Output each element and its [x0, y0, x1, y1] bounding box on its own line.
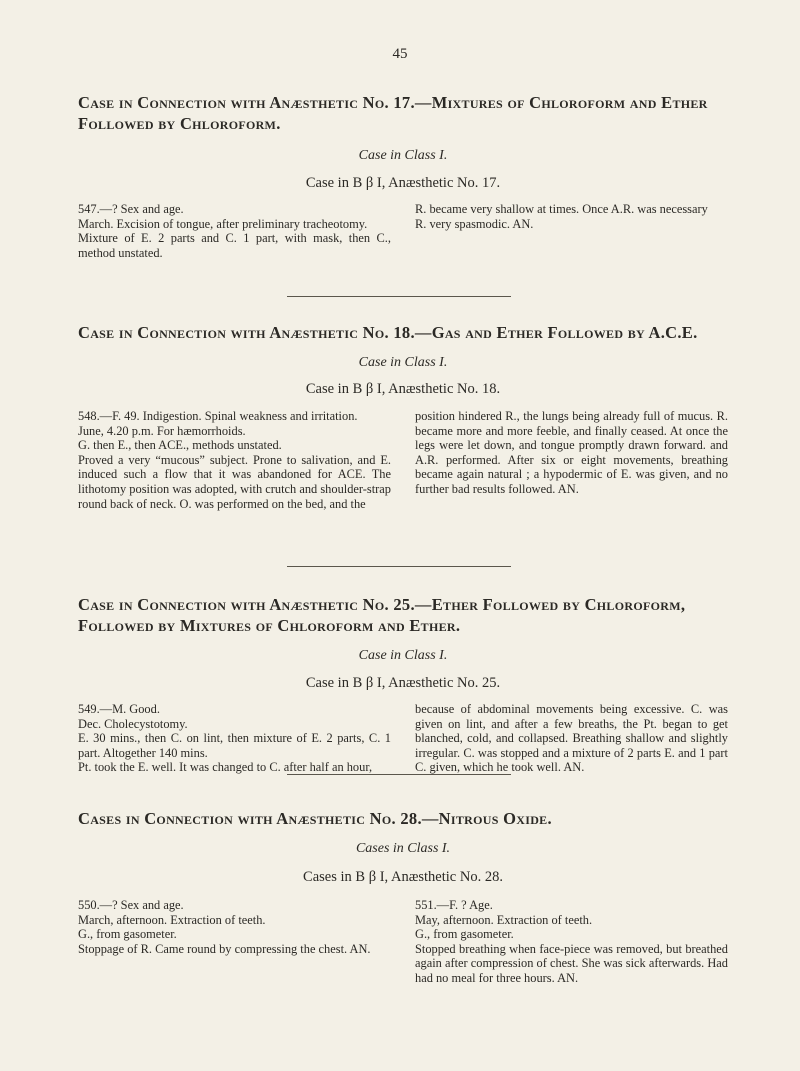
heading-line: Case in Connection with Anæsthetic No. 17.—Mixtures of Chloroform and Ether — [78, 93, 708, 112]
left-column — [78, 702, 391, 775]
two-column-body — [78, 202, 728, 260]
heading-line: Cases in Connection with Anæsthetic No. 28.—Nitrous Oxide. — [78, 809, 552, 828]
paragraph: R. became very shallow at times. Once A.R. was necessary — [415, 202, 708, 216]
paragraph: June, 4.20 p.m. For hæmorrhoids. — [78, 423, 246, 438]
paragraph: Dec. Cholecystotomy. — [78, 716, 188, 731]
case-section-28 — [78, 808, 728, 986]
right-column — [415, 898, 728, 986]
heading-line: Case in Connection with Anæsthetic No. 18.—Gas and Ether Followed by A.C.E. — [78, 323, 698, 342]
class-line: Cases in Class I. — [355, 841, 451, 856]
paragraph: 551.—F. ? Age. — [415, 898, 493, 912]
paragraph: G., from gasometer. — [78, 927, 177, 942]
sub-line: Case in B β I, Anæsthetic No. 25. — [305, 675, 501, 691]
paragraph: March, afternoon. Extraction of teeth. — [78, 912, 266, 927]
section-divider — [287, 566, 511, 567]
class-line: Case in Class I. — [358, 148, 448, 163]
paragraph: Pt. took the E. well. It was changed to C. after half an hour, — [78, 760, 373, 775]
section-heading — [78, 808, 728, 829]
left-column — [78, 202, 391, 260]
heading-line: Followed by Chloroform. — [78, 114, 281, 133]
section-divider — [287, 296, 511, 297]
heading-line: Case in Connection with Anæsthetic No. 25.—Ether Followed by Chloroform, — [78, 595, 686, 614]
left-column — [78, 409, 391, 511]
page-number: 45 — [392, 46, 408, 62]
two-column-body — [78, 409, 728, 511]
paragraph: May, afternoon. Extraction of teeth. — [415, 912, 593, 927]
class-line: Case in Class I. — [358, 355, 448, 370]
paragraph: position hindered R., the lungs being already full of mucus. R. became more and more feeble, and finally ceased. At once the legs were let down, and tongue promptly drawn forward. and A.R. performed. After six or eight movements, breathing became again natural ; a hypodermic of E. was given, and no further bad results followed. AN. — [415, 409, 728, 496]
paragraph: R. very spasmodic. AN. — [415, 216, 534, 231]
paragraph: 549.—M. Good. — [78, 702, 160, 716]
right-column — [415, 202, 728, 260]
paragraph: because of abdominal movements being excessive. C. was given on lint, and after a few breaths, the Pt. began to get blanched, cold, and collapsed. Breathing shallow and slightly irregular. C. was stopped and a mixture of 2 parts E. and 1 part C. given, which he took well. AN. — [415, 702, 728, 775]
paragraph: G., from gasometer. — [415, 927, 514, 942]
two-column-body — [78, 702, 728, 775]
paragraph: Proved a very “mucous” subject. Prone to salivation, and E. induced such a flow that it was abandoned for ACE. The lithotomy position was adopted, with crutch and shoulder-strap round back of neck. O. was performed on the bed, and the — [78, 452, 391, 511]
case-section-25 — [78, 594, 728, 775]
case-section-18 — [78, 322, 728, 511]
section-heading — [78, 594, 728, 636]
paragraph: G. then E., then ACE., methods unstated. — [78, 438, 282, 453]
paragraph: Stoppage of R. Came round by compressing the chest. AN. — [78, 941, 371, 956]
paragraph: 547.—? Sex and age. — [78, 202, 184, 216]
paragraph: 550.—? Sex and age. — [78, 898, 184, 912]
paragraph: 548.—F. 49. Indigestion. Spinal weakness and irritation. — [78, 409, 358, 423]
left-column — [78, 898, 391, 986]
two-column-body — [78, 898, 728, 986]
paragraph: Stopped breathing when face-piece was removed, but breathed again after compression of chest. She was sick afterwards. Had had no meal for three hours. AN. — [415, 941, 728, 985]
class-line: Case in Class I. — [358, 648, 448, 663]
sub-line: Cases in B β I, Anæsthetic No. 28. — [303, 869, 503, 885]
section-divider — [287, 774, 511, 775]
section-heading — [78, 322, 728, 343]
sub-line: Case in B β I, Anæsthetic No. 18. — [305, 381, 501, 397]
sub-line: Case in B β I, Anæsthetic No. 17. — [305, 175, 501, 191]
right-column — [415, 409, 728, 511]
case-section-17 — [78, 92, 728, 260]
heading-line: Followed by Mixtures of Chloroform and Ether. — [78, 616, 461, 635]
paragraph: Mixture of E. 2 parts and C. 1 part, with mask, then C., method unstated. — [78, 231, 391, 260]
paragraph: E. 30 mins., then C. on lint, then mixture of E. 2 parts, C. 1 part. Altogether 140 mins. — [78, 731, 391, 760]
section-heading — [78, 92, 728, 134]
paragraph: March. Excision of tongue, after preliminary tracheotomy. — [78, 216, 368, 231]
right-column — [415, 702, 728, 775]
